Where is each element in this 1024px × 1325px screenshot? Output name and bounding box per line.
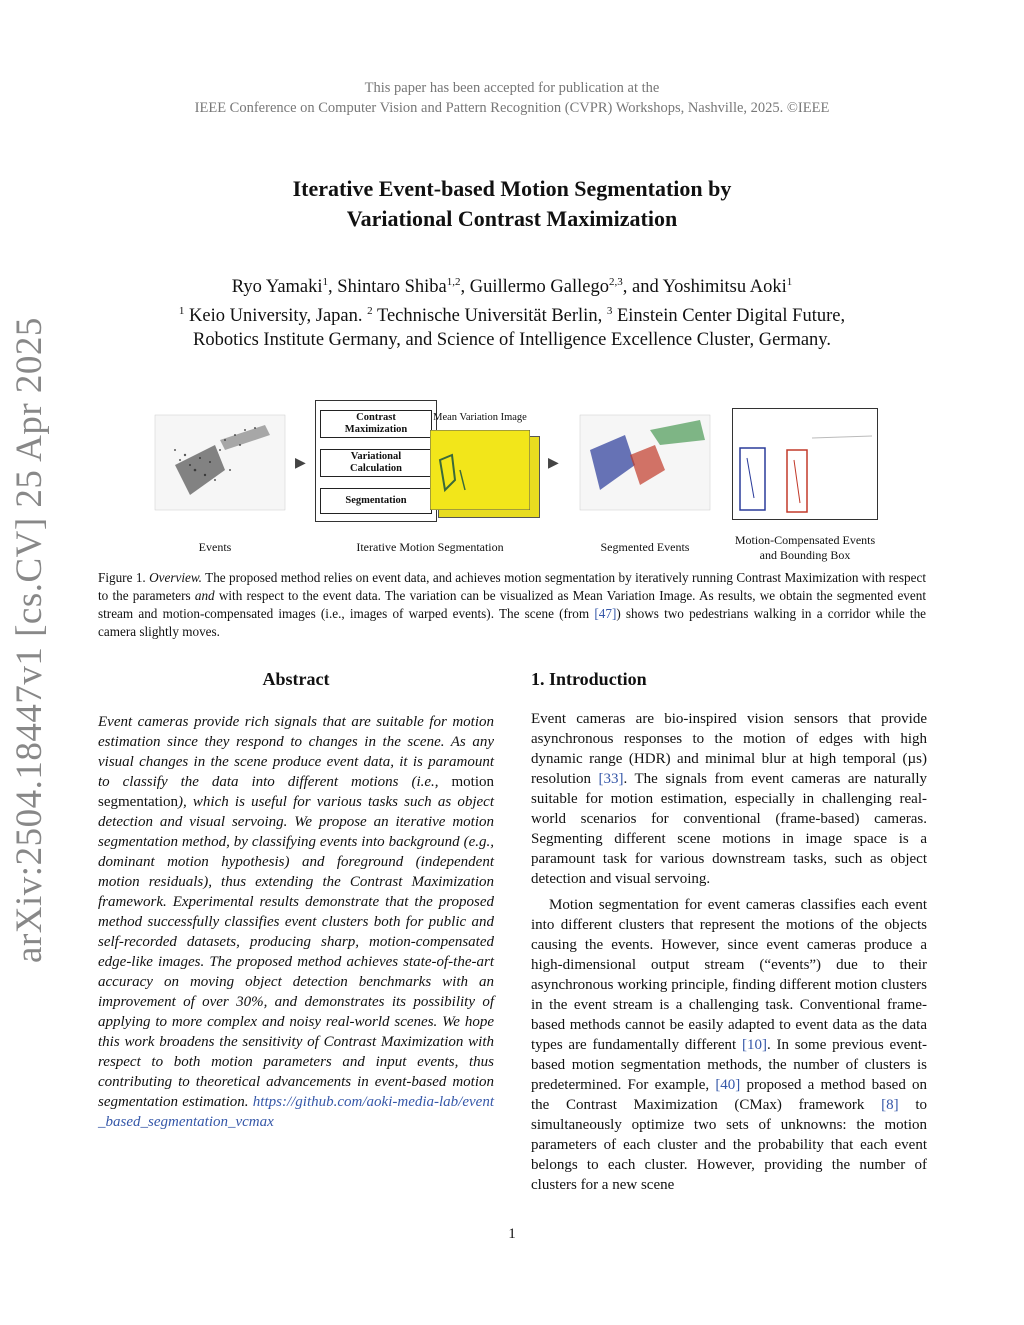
code-link[interactable]: https://github.com/aoki-media-lab/event_based_segmentation_vcmax — [98, 1094, 494, 1130]
abstract-heading: Abstract — [262, 669, 330, 689]
author-block — [0, 270, 1024, 352]
iterative-label: Iterative Motion Segmentation — [356, 540, 504, 554]
intro-paragraph-1: Event cameras are bio-inspired vision sensors that provide asynchronous responses to the motion of edges with high dynamic range (HDR) and minimal blur at high temporal (µs) resolution [33]. The signals from event cameras are naturally suitable for motion estimation, especially in challenging real-world scenarios for conventional (frame-based) cameras. Segmenting different scene motions in image space is a paramount task for various downstream tasks, such as object detection and visual servoing. — [531, 711, 927, 887]
affiliations-line-2: Robotics Institute Germany, and Science of Intelligence Excellence Cluster, Germany. — [193, 330, 831, 351]
events-label: Events — [198, 540, 232, 554]
intro-paragraph-2: Motion segmentation for event cameras classifies each event into different clusters that represent the motions of the objects causing the events. However, since event cameras produce a high-dimensional output stream (“events”) due to their asynchronous working principle, finding different motion clusters in the event stream is a challenging task. Conventional frame-based methods cannot be easily adapted to event data as the data types are fundamentally different [10]. In some previous event-based motion segmentation methods, the number of clusters is predetermined. For example, [40] proposed a method based on the Contrast Maximization (CMax) framework [8] to simultaneously optimize two sets of unknowns: the motion parameters of each cluster and the probability that each event belongs to each cluster. However, providing the number of clusters for a new scene — [531, 897, 928, 1193]
notice-line-2: IEEE Conference on Computer Vision and Pattern Recognition (CVPR) Workshops, Nashville, 2025. ©IEEE — [194, 100, 830, 116]
page-number: 1 — [508, 1226, 516, 1242]
notice-line-1: This paper has been accepted for publication at the — [364, 80, 660, 96]
intro-heading: 1. Introduction — [531, 669, 647, 689]
mc-label: Motion-Compensated Events and Bounding Box — [734, 533, 876, 562]
figure-1 — [140, 400, 890, 565]
publication-notice — [0, 78, 1024, 118]
affiliations-line-1: $^1$ Keio University, Japan. $^2$ Technische Universität Berlin, $^3$ Einstein Center Digital Future, — [178, 305, 846, 327]
events-plot — [145, 410, 295, 520]
intro-text — [531, 709, 927, 1195]
citation-link[interactable]: [8] — [881, 1097, 899, 1113]
citation-link[interactable]: [40] — [715, 1077, 741, 1093]
mean-variation-label: Mean Variation Image — [433, 412, 527, 423]
title-line-2: Variational Contrast Maximization — [346, 206, 678, 231]
title-line-1: Iterative Event-based Motion Segmentation by — [292, 176, 732, 201]
segmentation-box: Segmentation — [320, 488, 432, 514]
segmented-events-plot — [570, 410, 720, 520]
figure-caption: Figure 1. Overview. The proposed method relies on event data, and achieves motion segmentation by iteratively running Contrast Maximization with respect to the parameters and with respect to the event data. The variation can be visualized as Mean Variation Image. As results, we obtain the segmented event stream and motion-compensated images (i.e., images of warped events). The scene (from [47]) shows two pedestrians walking in a corridor while the camera slightly moves. — [98, 570, 927, 639]
paper-title — [0, 174, 1024, 234]
abstract-text: Event cameras provide rich signals that are suitable for motion estimation since they respond to changes in the scene. As any visual changes in the scene produce event data, it is paramount to classify the data into different motions (i.e., motion segmentation), which is useful for various tasks such as object detection and visual servoing. We propose an iterative motion segmentation method, by classifying events into background (e.g., dominant motion hypothesis) and foreground (independent motion residuals), thus extending the Contrast Maximization framework. Experimental results demonstrate that the proposed method successfully classifies event clusters both for public and self-recorded datasets, producing sharp, motion-compensated edge-like images. The proposed method achieves state-of-the-art accuracy on moving object detection benchmarks with an improvement of over 30%, and demonstrates its possibility of applying to more complex and noisy real-world scenes. We hope this work broadens the sensitivity of Contrast Maximization with respect to both motion parameters and input events, thus contributing to theoretical advancements in event-based motion segmentation estimation. https://github.com/aoki-media-lab/event_based_segmentation_vcmax — [98, 714, 494, 1130]
citation-link[interactable]: [10] — [741, 1037, 767, 1053]
author-names: Ryo Yamaki$^1$, Shintaro Shiba$^{1,2}$, Guillermo Gallego$^{2,3}$, and Yoshimitsu Aoki$^1$ — [231, 276, 793, 298]
citation-link[interactable]: [33] — [598, 771, 624, 787]
segmented-label: Segmented Events — [600, 540, 690, 554]
arrow-right-icon: ▶ — [548, 456, 559, 471]
citation-link[interactable]: [47] — [594, 606, 617, 621]
motion-compensated-image — [732, 408, 878, 520]
mean-variation-image — [430, 430, 530, 510]
arxiv-side-label: arXiv:2504.18447v1 [cs.CV] 25 Apr 2025 — [9, 317, 50, 963]
cmax-box: Contrast Maximization — [320, 410, 432, 438]
variational-box: Variational Calculation — [320, 449, 432, 477]
arrow-right-icon: ▶ — [295, 456, 306, 471]
